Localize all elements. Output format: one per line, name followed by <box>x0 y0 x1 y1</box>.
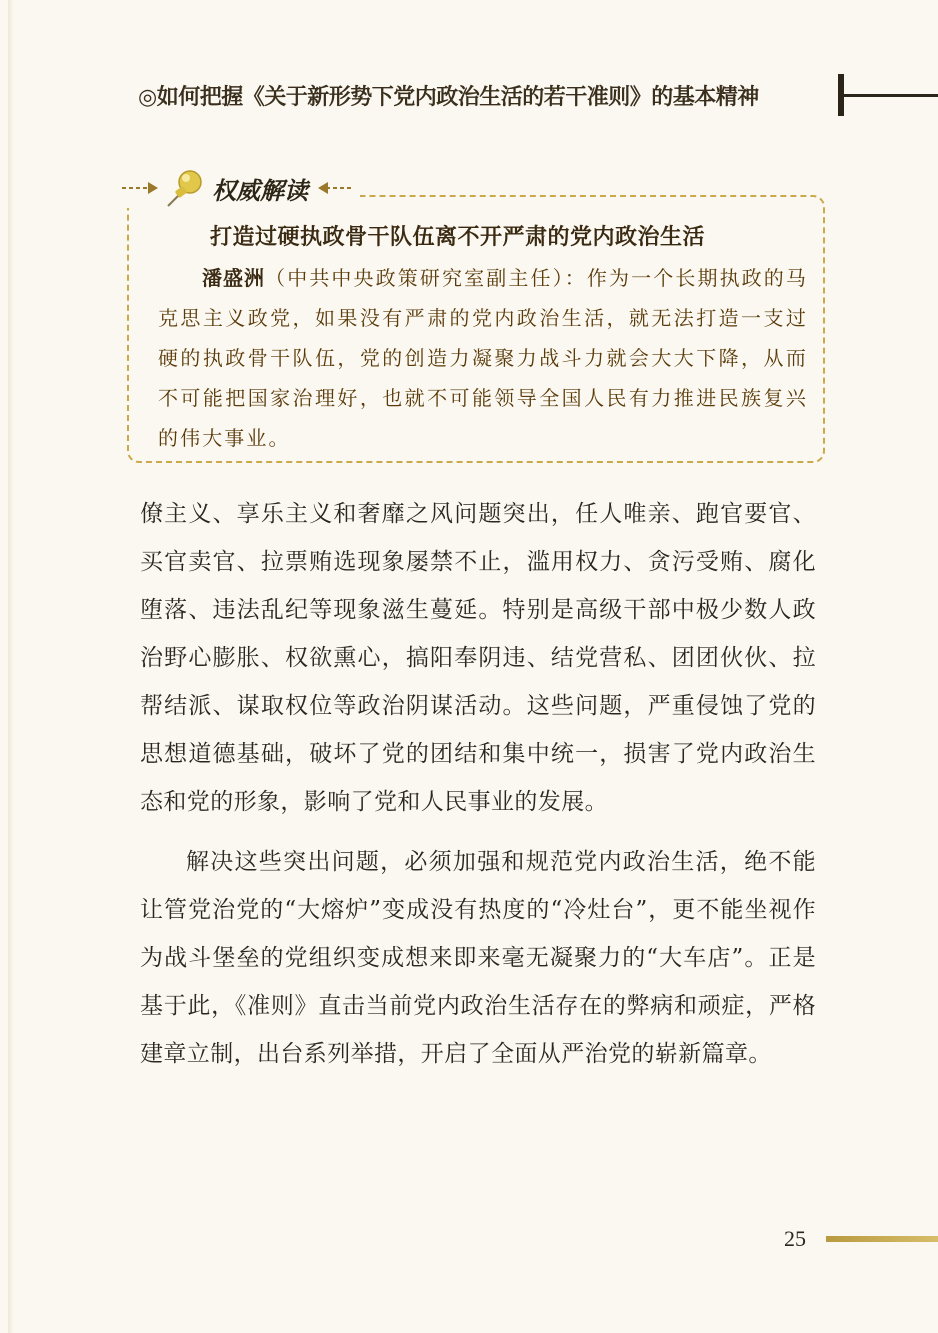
page-number: 25 <box>784 1226 806 1251</box>
arrow-left-icon <box>316 178 356 198</box>
box-subtitle: 打造过硬执政骨干队伍离不开严肃的党内政治生活 <box>210 225 706 250</box>
author-name: 潘盛洲 <box>202 266 266 290</box>
box-quote <box>158 258 808 458</box>
page-edge <box>8 0 14 1333</box>
paragraph: 僚主义、享乐主义和奢靡之风问题突出，任人唯亲、跑官要官、买官卖官、拉票贿选现象屡禁不止，滥用权力、贪污受贿、腐化堕落、违法乱纪等现象滋生蔓延。特别是高级干部中极少数人政治野心膨胀、权欲熏心，搞阳奉阴违、结党营私、团团伙伙、拉帮结派、谋取权位等政治阴谋活动。这些问题，严重侵蚀了党的思想道德基础，破坏了党的团结和集中统一，损害了党内政治生态和党的形象，影响了党和人民事业的发展。 <box>140 501 816 815</box>
footer-rule <box>826 1236 938 1242</box>
header-rule-horizontal <box>838 94 938 97</box>
box-heading <box>120 168 360 208</box>
author-role: （中共中央政策研究室副主任）： <box>265 266 587 290</box>
running-header: ◎如何把握《关于新形势下党内政治生活的若干准则》的基本精神 <box>138 85 759 110</box>
paragraph: 解决这些突出问题，必须加强和规范党内政治生活，绝不能让管党治党的“大熔炉”变成没有热度的“冷灶台”，更不能坐视作为战斗堡垒的党组织变成想来即来毫无凝聚力的“大车店”。正是基于此，《准则》直击当前党内政治生活存在的弊病和顽症，严格建章立制，出台系列举措，开启了全面从严治党的崭新篇章。 <box>140 849 816 1067</box>
pushpin-icon <box>164 168 208 208</box>
box-title: 权威解读 <box>212 176 308 205</box>
arrow-right-icon <box>120 178 160 198</box>
main-text <box>140 490 816 1090</box>
quote-text: 作为一个长期执政的马克思主义政党，如果没有严肃的党内政治生活，就无法打造一支过硬的执政骨干队伍，党的创造力凝聚力战斗力就会大大下降，从而不可能把国家治理好，也就不可能领导全国人民有力推进民族复兴的伟大事业。 <box>158 266 809 450</box>
